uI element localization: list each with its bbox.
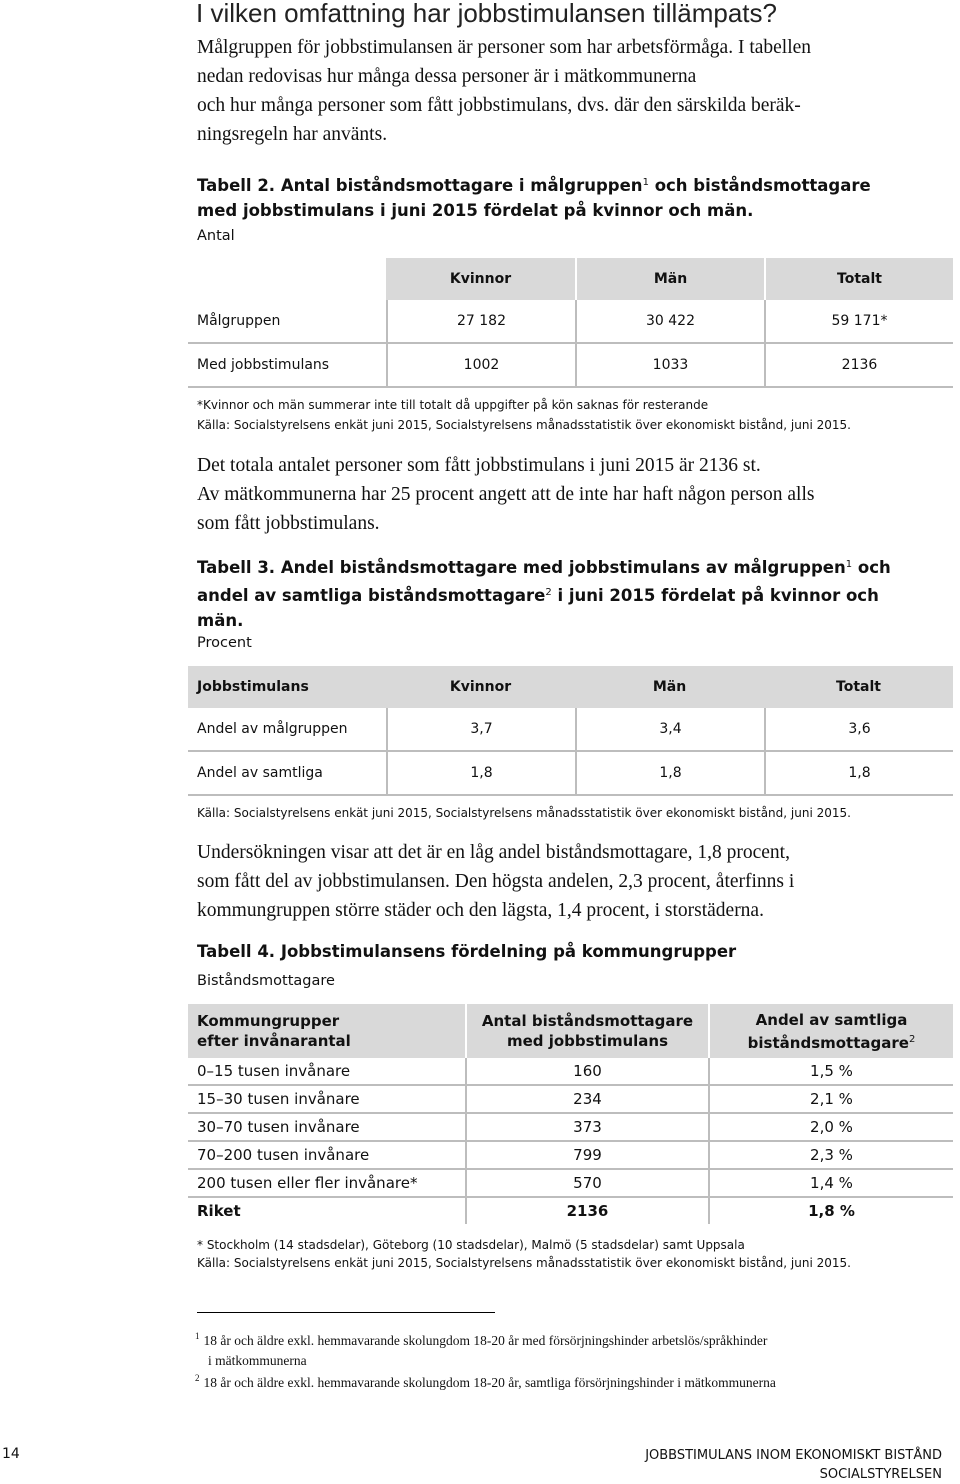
footnote-2 <box>195 1368 776 1393</box>
table3-caption-line2: andel av samtliga biståndsmottagare <box>197 586 546 605</box>
table-row <box>188 344 953 388</box>
table-cell: 59 171* <box>764 300 953 344</box>
table-cell: 2,0 % <box>708 1114 953 1142</box>
paragraph-line: Av mätkommunerna har 25 procent angett att de inte har haft någon person alls <box>197 484 815 505</box>
table-cell: 160 <box>465 1058 708 1086</box>
table-cell: 1,8 <box>575 752 764 796</box>
table-cell: 1,8 % <box>708 1198 953 1224</box>
table3-caption-lead: Tabell 3. <box>197 558 276 577</box>
table-cell: 3,7 <box>386 708 575 752</box>
paragraph-2 <box>197 451 957 538</box>
intro-line: och hur många personer som fått jobbstimulans, dvs. där den särskilda beräk- <box>197 95 801 116</box>
table-cell: 373 <box>465 1114 708 1142</box>
table-row <box>188 708 953 752</box>
footnote-ref-1: 1 <box>642 177 649 188</box>
footnote-ref-1: 1 <box>845 559 853 570</box>
footnote-number: 2 <box>195 1373 200 1383</box>
intro-line: ningsregeln har använts. <box>197 124 388 145</box>
table3-unit: Procent <box>197 635 252 651</box>
paragraph-line: Undersökningen visar att det är en låg andel biståndsmottagare, 1,8 procent, <box>197 842 790 863</box>
table-header-cell: Kommungrupper efter invånarantal <box>188 1004 465 1058</box>
table-cell: 1,5 % <box>708 1058 953 1086</box>
table4-caption-lead: Tabell 4. <box>197 942 276 961</box>
table-cell: 799 <box>465 1142 708 1170</box>
table-header-cell: Andel av samtliga biståndsmottagare$^2$ <box>708 1004 953 1058</box>
table-header-cell: Jobbstimulans <box>188 666 386 708</box>
page-number: 14 <box>2 1446 20 1462</box>
table-row <box>188 1114 953 1142</box>
row-label: Med jobbstimulans <box>188 344 386 388</box>
table2-note: *Kvinnor och män summerar inte till totalt då uppgifter på kön saknas för resterande <box>197 398 709 412</box>
table-row <box>188 1170 953 1198</box>
table-cell: 1,8 <box>764 752 953 796</box>
table4-note: * Stockholm (14 stadsdelar), Göteborg (10 stadsdelar), Malmö (5 stadsdelar) samt Uppsala <box>197 1238 745 1252</box>
table-cell: 30 422 <box>575 300 764 344</box>
table-row <box>188 300 953 344</box>
footnote-text: 18 år och äldre exkl. hemmavarande skolungdom 18-20 år med försörjningshinder arbetslös/språkhinder <box>203 1333 768 1348</box>
table-cell: 1033 <box>575 344 764 388</box>
table2-source: Källa: Socialstyrelsens enkät juni 2015, Socialstyrelsens månadsstatistik över ekonomiskt bistånd, juni 2015. <box>197 418 851 432</box>
table-cell: 1,8 <box>386 752 575 796</box>
table2-caption-line2: med jobbstimulans i juni 2015 fördelat på kvinnor och män. <box>197 201 754 220</box>
table4-unit: Biståndsmottagare <box>197 973 335 989</box>
table3-caption-line1-end: och <box>857 558 891 577</box>
table2-caption-line1: Antal biståndsmottagare i målgruppen <box>280 176 643 195</box>
table-cell: 2,1 % <box>708 1086 953 1114</box>
table3-source: Källa: Socialstyrelsens enkät juni 2015, Socialstyrelsens månadsstatistik över ekonomiskt bistånd, juni 2015. <box>197 806 851 820</box>
table4-caption-rest: Jobbstimulansens fördelning på kommungrupper <box>280 942 737 961</box>
table3-caption <box>197 552 957 633</box>
row-label: 30–70 tusen invånare <box>188 1114 465 1142</box>
table4 <box>188 1004 953 1224</box>
row-label: Andel av samtliga <box>188 752 386 796</box>
table-cell: 234 <box>465 1086 708 1114</box>
table-header-cell: Totalt <box>764 258 953 300</box>
table-header-cell: Män <box>575 666 764 708</box>
row-label: 15–30 tusen invånare <box>188 1086 465 1114</box>
table-header-cell: Totalt <box>764 666 953 708</box>
table2-caption <box>197 170 957 223</box>
table-row <box>188 752 953 796</box>
paragraph-line: Det totala antalet personer som fått jobbstimulans i juni 2015 är 2136 st. <box>197 455 761 476</box>
footnote-divider <box>197 1312 495 1313</box>
row-label: 0–15 tusen invånare <box>188 1058 465 1086</box>
table-header-cell <box>188 258 386 300</box>
row-label: 70–200 tusen invånare <box>188 1142 465 1170</box>
table3 <box>188 666 953 796</box>
table-cell: 1,4 % <box>708 1170 953 1198</box>
footnote-text: 18 år och äldre exkl. hemmavarande skolungdom 18-20 år, samtliga försörjningshinder i mätkommunerna <box>203 1375 776 1390</box>
table-cell: 2136 <box>465 1198 708 1224</box>
table-header-cell: Antal biståndsmottagare med jobbstimulans <box>465 1004 708 1058</box>
intro-line: nedan redovisas hur många dessa personer är i mätkommunerna <box>197 66 697 87</box>
intro-paragraph <box>197 33 957 149</box>
running-footer-title: JOBBSTIMULANS INOM EKONOMISKT BISTÅND <box>645 1448 942 1463</box>
table2-caption-line1-end: och biståndsmottagare <box>654 176 871 195</box>
table-cell: 570 <box>465 1170 708 1198</box>
table-cell: 27 182 <box>386 300 575 344</box>
intro-line: Målgruppen för jobbstimulansen är personer som har arbetsförmåga. I tabellen <box>197 37 812 58</box>
footnote-ref-2: 2 <box>908 1033 916 1045</box>
paragraph-3 <box>197 838 957 925</box>
table-cell: 3,4 <box>575 708 764 752</box>
footnote-number: 1 <box>195 1331 200 1341</box>
footnote-text: i mätkommunerna <box>208 1353 307 1368</box>
footnote-1 <box>195 1326 767 1371</box>
table-header-cell: Män <box>575 258 764 300</box>
row-label: 200 tusen eller fler invånare* <box>188 1170 465 1198</box>
row-label: Målgruppen <box>188 300 386 344</box>
table2 <box>188 258 953 388</box>
table-cell: 2,3 % <box>708 1142 953 1170</box>
row-label: Riket <box>197 1202 241 1220</box>
table-header-row <box>188 666 953 708</box>
table-cell: 2136 <box>764 344 953 388</box>
paragraph-line: som fått jobbstimulans. <box>197 513 380 534</box>
running-footer <box>645 1446 942 1484</box>
table-row <box>188 1058 953 1086</box>
paragraph-line: som fått del av jobbstimulansen. Den högsta andelen, 2,3 procent, återfinns i <box>197 871 795 892</box>
table-cell: 3,6 <box>764 708 953 752</box>
table3-caption-line1: Andel biståndsmottagare med jobbstimulans av målgruppen <box>280 558 846 577</box>
table-header-cell: Kvinnor <box>386 666 575 708</box>
table-cell: 1002 <box>386 344 575 388</box>
row-label: Andel av målgruppen <box>188 708 386 752</box>
table2-unit: Antal <box>197 228 235 244</box>
table3-caption-line3: män. <box>197 611 244 630</box>
page-heading: I vilken omfattning har jobbstimulansen tillämpats? <box>196 0 777 28</box>
table-total-row <box>188 1198 953 1224</box>
table4-source: Källa: Socialstyrelsens enkät juni 2015, Socialstyrelsens månadsstatistik över ekonomiskt bistånd, juni 2015. <box>197 1256 851 1270</box>
table4-caption <box>197 939 957 964</box>
table-header-row <box>188 258 953 300</box>
footnote-ref-2: 2 <box>545 587 552 598</box>
running-footer-publisher: SOCIALSTYRELSEN <box>819 1467 942 1482</box>
paragraph-line: kommungruppen större städer och den lägsta, 1,4 procent, i storstäderna. <box>197 900 764 921</box>
table-header-row <box>188 1004 953 1058</box>
table2-caption-lead: Tabell 2. <box>197 176 276 195</box>
table-row <box>188 1142 953 1170</box>
table-row <box>188 1086 953 1114</box>
table-header-cell: Kvinnor <box>386 258 575 300</box>
table3-caption-line2-end: i juni 2015 fördelat på kvinnor och <box>557 586 879 605</box>
